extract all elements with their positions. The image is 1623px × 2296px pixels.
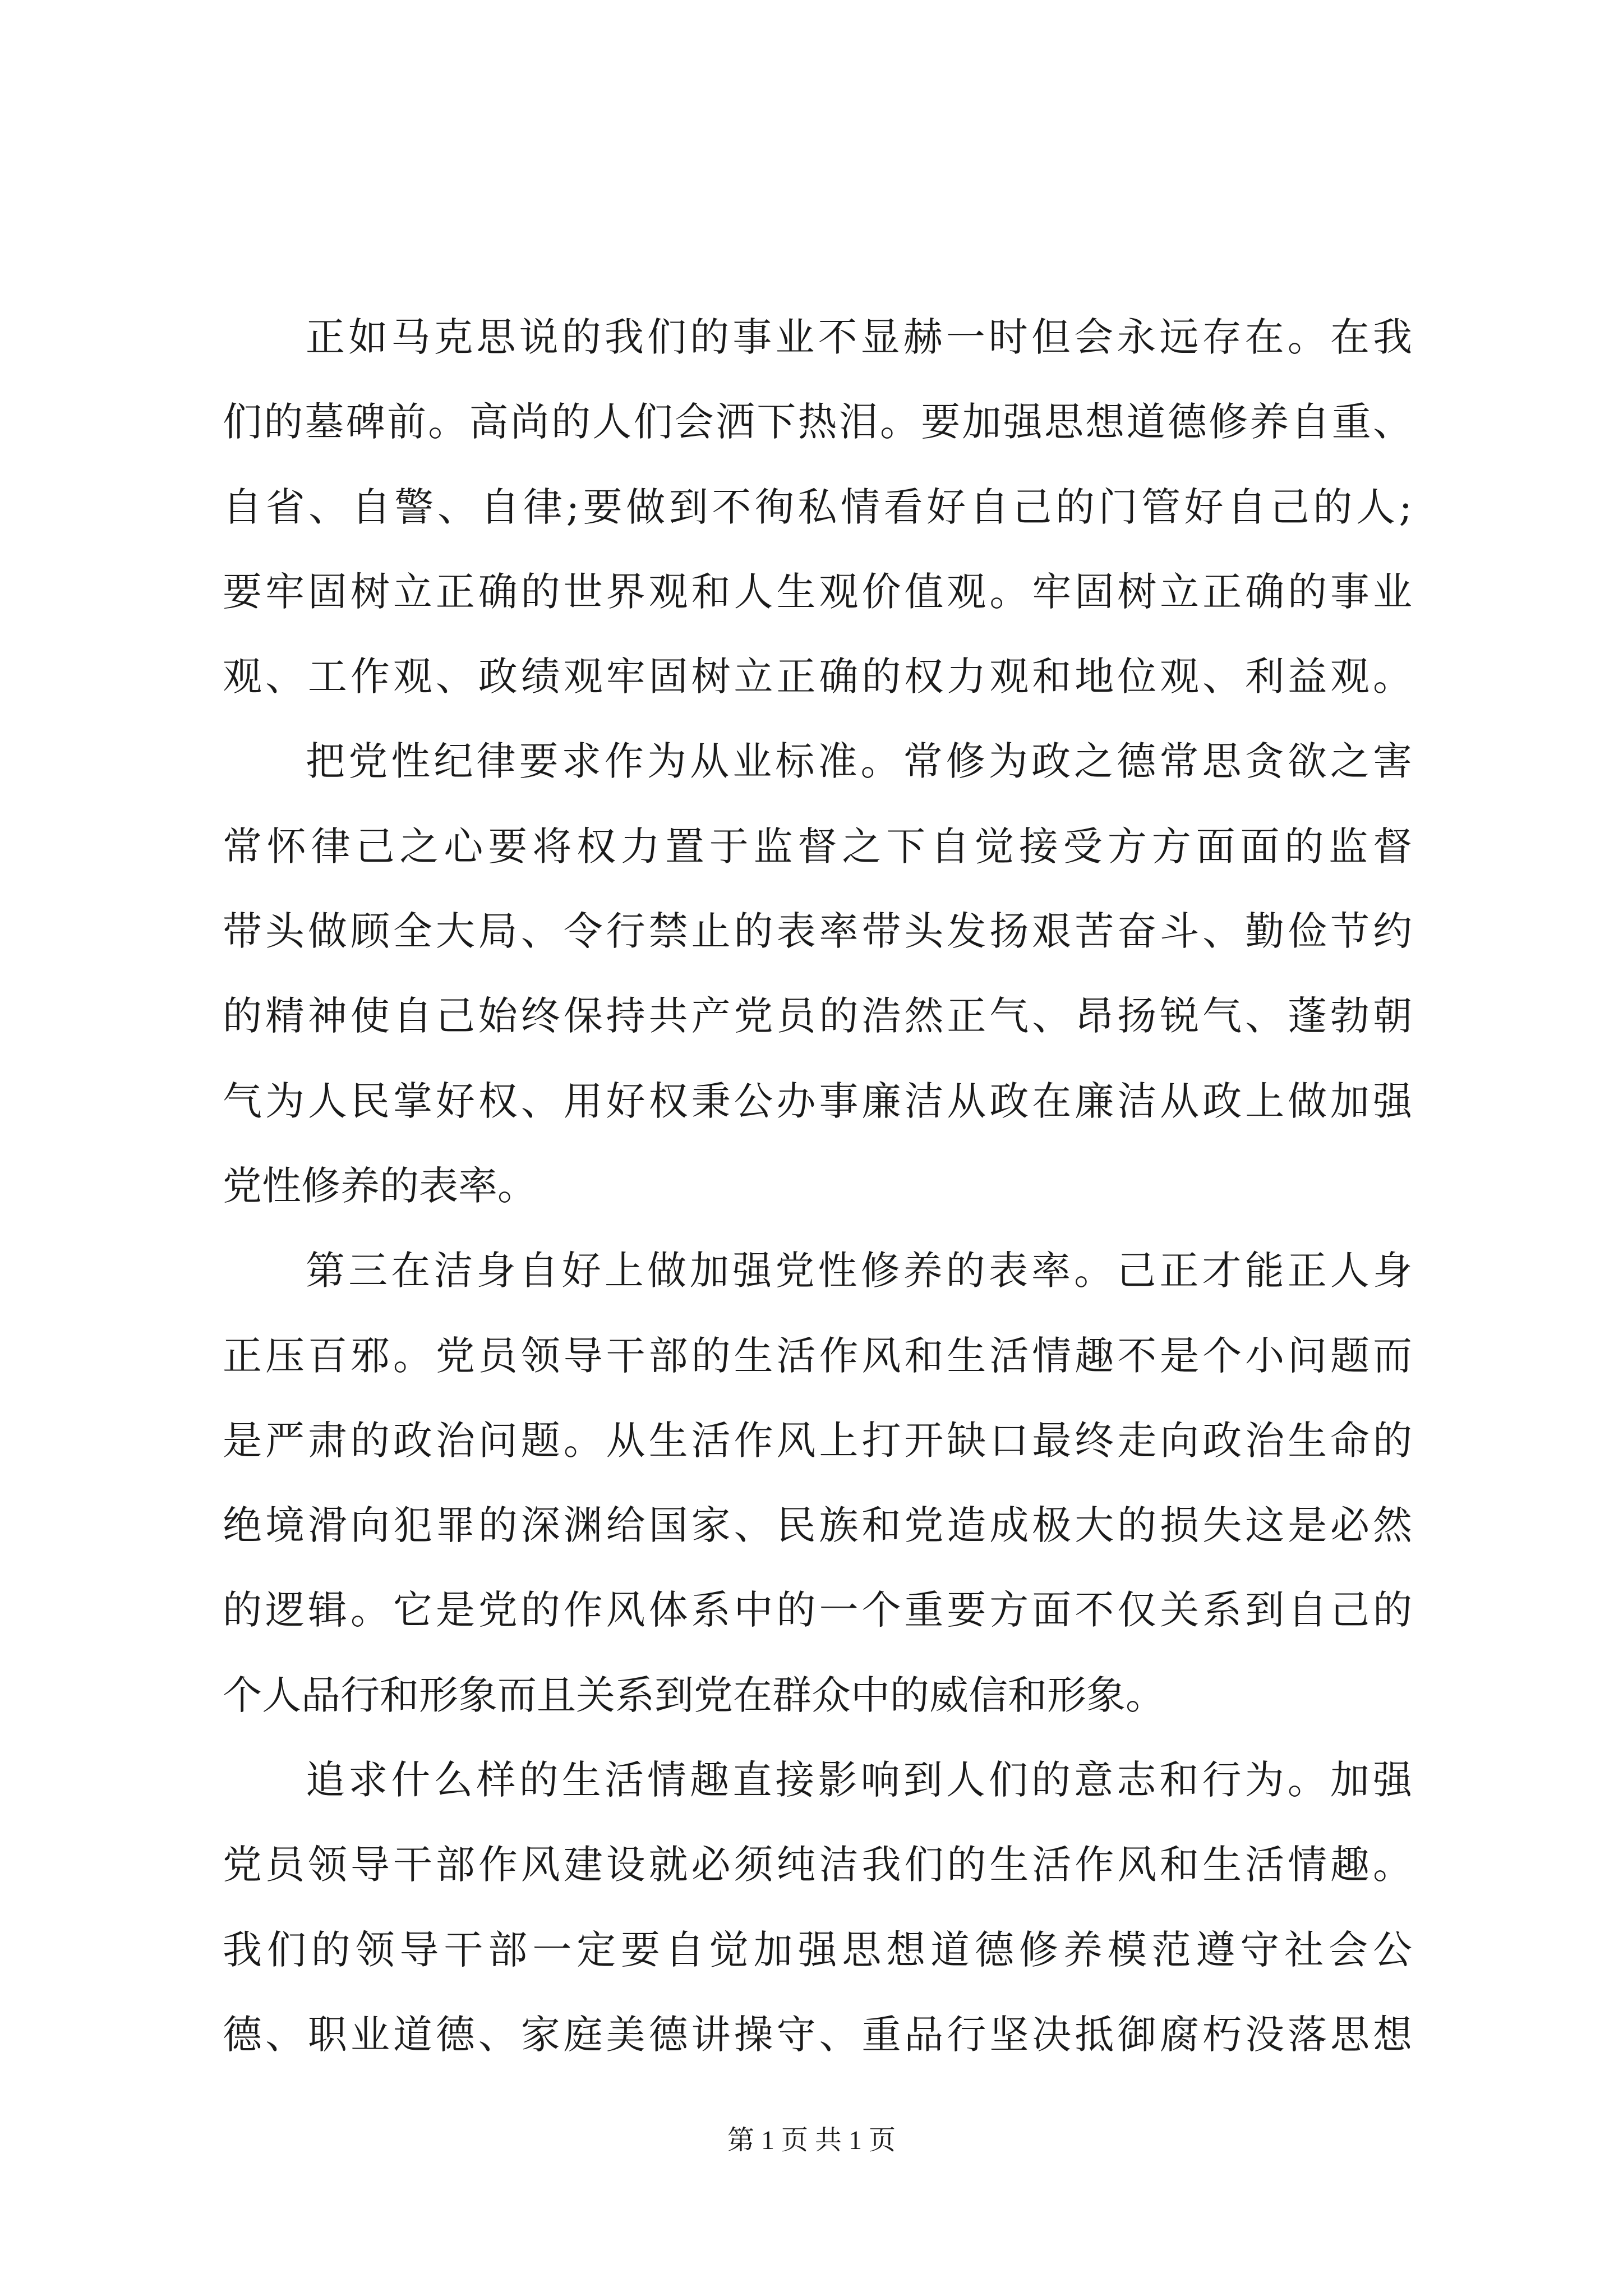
paragraph-line: 个人品行和形象而且关系到党在群众中的威信和形象。	[223, 1672, 1165, 1718]
paragraph	[223, 1738, 1412, 2077]
paragraph-line: 第三在洁身自好上做加强党性修养的表率。己正才能正人身	[306, 1248, 1412, 1294]
paragraph-line: 的逻辑。它是党的作风体系中的一个重要方面不仅关系到自己的	[223, 1587, 1412, 1634]
paragraph-line: 自省、自警、自律;要做到不徇私情看好自己的门管好自己的人;	[223, 484, 1412, 530]
paragraph-line: 是严肃的政治问题。从生活作风上打开缺口最终走向政治生命的	[223, 1417, 1412, 1464]
paragraph-line: 正如马克思说的我们的事业不显赫一时但会永远存在。在我	[306, 314, 1412, 360]
paragraph-line: 党员领导干部作风建设就必须纯洁我们的生活作风和生活情趣。	[223, 1842, 1412, 1888]
paragraph-line: 把党性纪律要求作为从业标准。常修为政之德常思贪欲之害	[306, 738, 1412, 785]
page-footer	[0, 2120, 1623, 2161]
paragraph-line: 要牢固树立正确的世界观和人生观价值观。牢固树立正确的事业	[223, 568, 1412, 615]
paragraph-line: 我们的领导干部一定要自觉加强思想道德修养模范遵守社会公	[223, 1926, 1412, 1973]
paragraph-line: 常怀律己之心要将权力置于监督之下自觉接受方方面面的监督	[223, 823, 1412, 869]
paragraph	[223, 295, 1412, 719]
paragraph-line: 的精神使自己始终保持共产党员的浩然正气、昂扬锐气、蓬勃朝	[223, 993, 1412, 1039]
paragraph	[223, 719, 1412, 1228]
paragraph-line: 观、工作观、政绩观牢固树立正确的权力观和地位观、利益观。	[223, 654, 1412, 700]
paragraph-line: 气为人民掌好权、用好权秉公办事廉洁从政在廉洁从政上做加强	[223, 1078, 1412, 1124]
paragraph-line: 追求什么样的生活情趣直接影响到人们的意志和行为。加强	[306, 1757, 1412, 1803]
document-body	[223, 295, 1412, 2077]
paragraph-line: 党性修养的表率。	[223, 1162, 537, 1209]
paragraph-line: 带头做顾全大局、令行禁止的表率带头发扬艰苦奋斗、勤俭节约	[223, 908, 1412, 955]
paragraph-line: 绝境滑向犯罪的深渊给国家、民族和党造成极大的损失这是必然	[223, 1502, 1412, 1549]
page-number-label: 第 1 页 共 1 页	[727, 2125, 896, 2155]
paragraph-line: 们的墓碑前。高尚的人们会洒下热泪。要加强思想道德修养自重、	[223, 399, 1412, 445]
paragraph	[223, 1228, 1412, 1738]
paragraph-line: 正压百邪。党员领导干部的生活作风和生活情趣不是个小问题而	[223, 1332, 1412, 1379]
paragraph-line: 德、职业道德、家庭美德讲操守、重品行坚决抵御腐朽没落思想	[223, 2011, 1412, 2058]
